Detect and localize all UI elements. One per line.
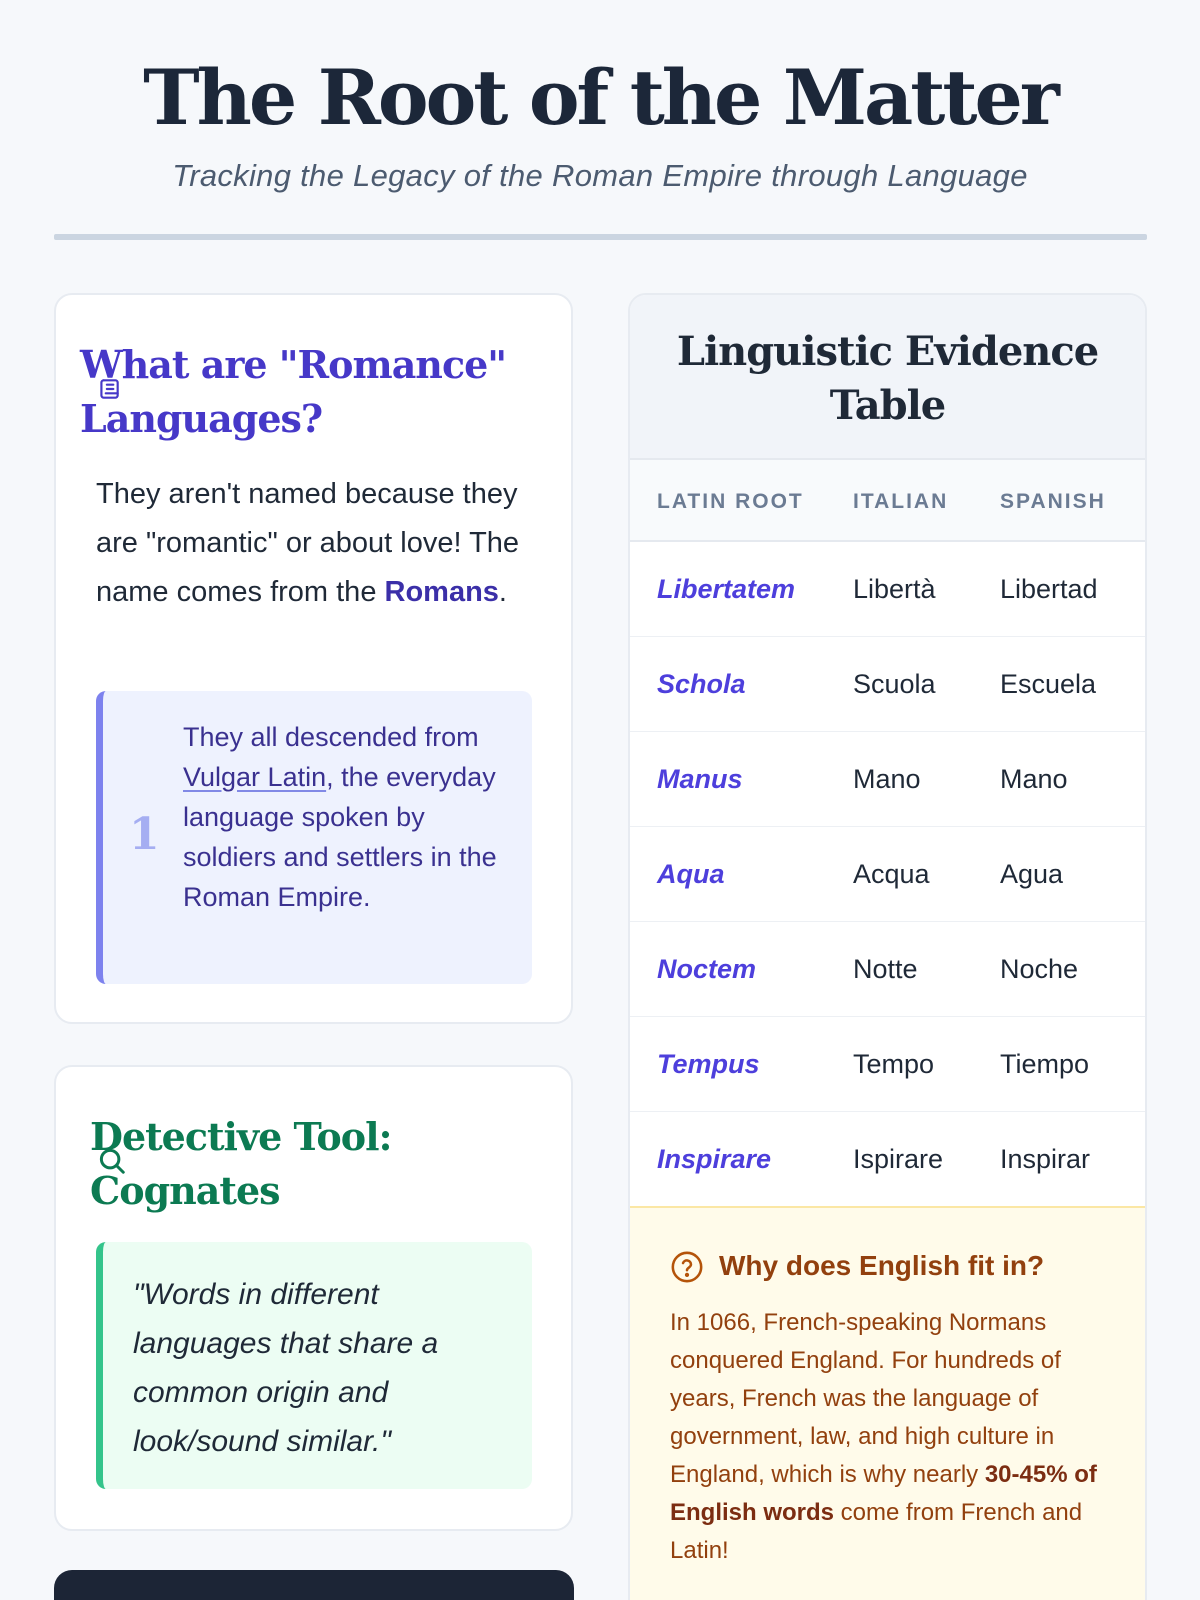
page-subtitle: Tracking the Legacy of the Roman Empire through Language xyxy=(172,158,1028,193)
romance-intro xyxy=(96,470,536,617)
table-row xyxy=(630,1017,1145,1112)
column-italian: ITALIAN xyxy=(853,490,949,513)
dark-card xyxy=(54,1570,574,1600)
vulgar-latin-link[interactable]: Vulgar Latin xyxy=(183,762,327,792)
callout-text-start: They all descended from xyxy=(183,722,479,752)
spanish-cell: Noche xyxy=(1000,954,1079,984)
vulgar-latin-callout xyxy=(96,691,532,984)
table-row xyxy=(630,732,1145,827)
english-box-body xyxy=(670,1304,1110,1570)
table-row xyxy=(630,827,1145,922)
latin-root-cell: Schola xyxy=(657,669,746,699)
latin-root-cell: Aqua xyxy=(657,859,725,889)
table-title: Linguistic Evidence Table xyxy=(630,295,1145,460)
cognate-definition-quote: "Words in different languages that share a common origin and look/sound similar." xyxy=(96,1242,532,1489)
italian-cell: Tempo xyxy=(853,1049,935,1079)
column-latin-root: LATIN ROOT xyxy=(657,490,804,513)
table-header-row xyxy=(630,460,1145,542)
latin-root-cell: Inspirare xyxy=(657,1144,772,1174)
cognates-card-title: Detective Tool: Cognates xyxy=(90,1114,392,1213)
latin-root-cell: Tempus xyxy=(657,1049,760,1079)
english-body-text: In 1066, French-speaking Normans conquered England. For hundreds of years, French was the language of government, law, and high culture in England, which is why nearly xyxy=(670,1309,1061,1488)
english-body-strong: 30-45% of English words xyxy=(670,1461,1097,1526)
page-title: The Root of the Matter xyxy=(143,53,1057,142)
italian-cell: Scuola xyxy=(853,669,936,699)
header-divider xyxy=(54,234,1147,240)
callout-text xyxy=(183,717,513,917)
table-row xyxy=(630,542,1145,637)
table-row xyxy=(630,922,1145,1017)
table-row xyxy=(630,1112,1145,1207)
spanish-cell: Mano xyxy=(1000,764,1068,794)
spanish-cell: Escuela xyxy=(1000,669,1097,699)
intro-text: They aren't named because they are "romantic" or about love! The name comes from the xyxy=(96,478,520,608)
latin-root-cell: Noctem xyxy=(657,954,757,984)
page-header xyxy=(0,0,1200,194)
intro-end: . xyxy=(498,576,507,608)
latin-root-cell: Libertatem xyxy=(657,574,796,604)
callout-number: 1 xyxy=(129,809,160,860)
italian-cell: Mano xyxy=(853,764,921,794)
question-circle-icon xyxy=(670,1250,704,1284)
table-row xyxy=(630,637,1145,732)
intro-strong: Romans xyxy=(384,576,499,608)
italian-cell: Libertà xyxy=(853,574,936,604)
spanish-cell: Tiempo xyxy=(1000,1049,1090,1079)
linguistic-evidence-table xyxy=(628,293,1147,1600)
latin-root-cell: Manus xyxy=(657,764,743,794)
italian-cell: Notte xyxy=(853,954,918,984)
italian-cell: Acqua xyxy=(853,859,930,889)
english-explanation-box xyxy=(630,1206,1145,1600)
spanish-cell: Inspirar xyxy=(1000,1144,1091,1174)
english-box-title: Why does English fit in? xyxy=(719,1250,1045,1281)
callout-text-end: , the everyday language spoken by soldiers and settlers in the Roman Empire. xyxy=(183,762,497,912)
english-body-end: come from French and Latin! xyxy=(670,1499,1083,1564)
column-spanish: SPANISH xyxy=(1000,490,1106,513)
spanish-cell: Agua xyxy=(1000,859,1064,889)
italian-cell: Ispirare xyxy=(853,1144,944,1174)
romance-card-title: What are "Romance" Languages? xyxy=(80,342,507,441)
spanish-cell: Libertad xyxy=(1000,574,1098,604)
